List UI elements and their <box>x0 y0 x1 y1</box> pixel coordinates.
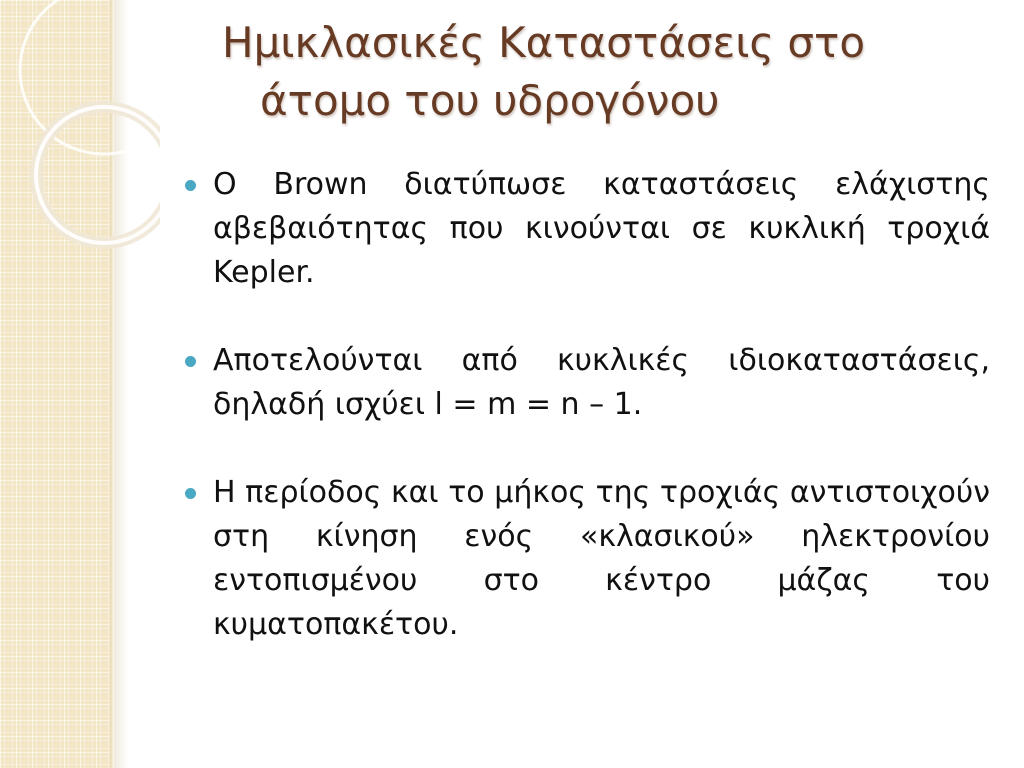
bullet-item <box>185 163 990 295</box>
decorative-rings <box>0 0 160 768</box>
decor-ring-lower-inner <box>36 107 160 243</box>
bullet-item <box>185 339 990 427</box>
bullet-item <box>185 471 990 647</box>
bullet-text: Ο Brown διατύπωσε καταστάσεις ελάχιστης αβεβαιότητας που κινούνται σε κυκλική τροχιά Kepler. <box>213 167 990 290</box>
bullet-dot-icon <box>185 356 196 367</box>
bullet-dot-icon <box>185 180 196 191</box>
decor-ring-upper <box>20 0 160 154</box>
title-line-2: άτομο του υδρογόνου <box>260 76 720 125</box>
bullet-list <box>185 163 990 691</box>
slide-title <box>222 14 865 130</box>
bullet-dot-icon <box>185 488 196 499</box>
bullet-text: Αποτελούνται από κυκλικές ιδιοκαταστάσεις, δηλαδή ισχύει l = m = n – 1. <box>213 343 990 422</box>
title-line-1: Ημικλασικές Καταστάσεις στο <box>222 18 866 67</box>
bullet-text: Η περίοδος και το μήκος της τροχιάς αντιστοιχούν στη κίνηση ενός «κλασικού» ηλεκτρονίου εντοπισμένου στο κέντρο μάζας του κυματοπακέτου. <box>213 475 990 642</box>
